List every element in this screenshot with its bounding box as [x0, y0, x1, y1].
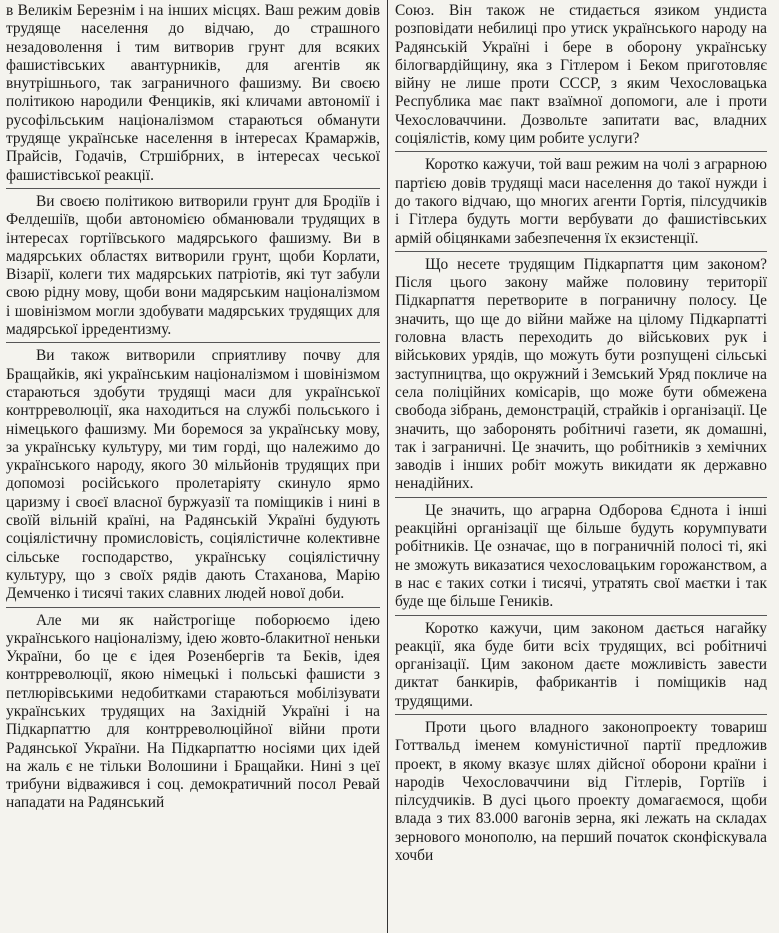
paragraph-divider: [6, 607, 380, 608]
paragraph-divider: [6, 342, 380, 343]
right-paragraph-4: Це значить, що аграрна Одборова Єднота і інші реакційні організації ще більше будуть корумпувати робітників. Це означає, що в пограничній полосі ті, які не зможуть виказатися чехословацьким горожанством, а в нас є таких сотки і тисячі, утратять свої маєтки і так буде ще більше Геників.: [395, 501, 767, 611]
left-paragraph-3: Ви також витворили сприятливу почву для Бращайків, які українським націоналізмом і шовінізмом стараються здобути трудящі маси для української контрреволюції, яка находиться на службі польського і німецького фашизму. Ми боремося за українську мову, за українську культуру, ми тим горді, що належимо до українського народу, якого 30 мільйонів трудящих при допомозі російського пролетаріяту скинуло ярмо царизму і своєї власної буржуазії та поміщиків і нині в своїй вільній країні, на Радянській Україні будують соціялістичну промисловість, соціялістичне колективне сільське господарство, українську соціялістичну культуру, що з своїх рядів дають Стаханова, Марію Демченко і тисячі таких славних людей нової доби.: [6, 347, 380, 603]
paragraph-divider: [395, 497, 767, 498]
paragraph-divider: [6, 188, 380, 189]
right-paragraph-3: Що несете трудящим Підкарпаття цим законом? Після цього закону майже половину території Підкарпаття перетворите в пограничну полосу. Це значить, що ще до війни майже на цілому Підкарпатті головна власть переходить до військових рук і військових урядів, що можуть бути розпущені сільські заступництва, що окружний і Земський Уряд покличе на села поліційних комісарів, що може бути обмежена свобода зібрань, демонстрацій, страйків і організації. Це значить, що заборонять робітничі газети, як домашні, так і заграничні. Це значить, що робітників з хемічних заводів і інших робіт можуть викидати як державно ненадійних.: [395, 255, 767, 493]
right-paragraph-5: Коротко кажучи, цим законом дається нагайку реакції, яка буде бити всіх трудящих, всі робітничі організації. Цим законом даєте можливість завести диктат банкирів, фабрикантів і поміщиків над трудящими.: [395, 619, 767, 710]
paragraph-divider: [395, 714, 767, 715]
right-column: [395, 2, 767, 865]
right-paragraph-2: Коротко кажучи, той ваш режим на чолі з аграрною партією довів трудящі маси населення до такої нужди і до такого відчаю, що многих агенти Гортія, пілсудчиків і Гітлера будуть могти вербувати до фашистівських армій обіцянками забезпечення їх екзистенції.: [395, 156, 767, 247]
left-paragraph-2: Ви своєю політикою витворили грунт для Бродіїв і Фелдешіїв, щоби автономією обманювали трудящих в інтересах гортіївського мадярського фашизму. Ви в мадярських областях витворили грунт, щоби Корлати, Візарії, колеги тих мадярських патріотів, які тут забули свою рідну мову, щоби вони мадярським націоналізмом і шовінізмом могли здобувати мадярських трудящих для мадярської ірредентизму.: [6, 192, 380, 339]
paragraph-divider: [395, 151, 767, 152]
paragraph-divider: [395, 615, 767, 616]
left-paragraph-4: Але ми як найстрогіще поборюємо ідею українського націоналізму, ідею жовто-блакитної неньки України, бо це є ідея Розенбергів та Беків, ідея контрреволюції, якою німецькі і польські фашисти з петлюрівськими недобитками стараються мобілізувати українських трудящих на Західній Україні і на Підкарпаттю для контрреволюційної війни проти Радянської України. На Підкарпаттю носіями цих ідей на жаль є не тільки Волошини і Бращайки. Нині з цеї трибуни відважився і соц. демократичний посол Ревай нападати на Радянський: [6, 611, 380, 812]
left-paragraph-1: в Великім Березнім і на інших місцях. Ваш режим довів трудяще населення до відчаю, до страшного незадоволення і тим витворив грунт для всяких фашистівських авантурників, для агентів як внутрішнього, так заграничного фашизму. Ви своєю політикою народили Фенциків, які кличами автономії і русофільським націоналізмом стараються обманути трудяще українське населення в інтересах Крамаржів, Прайсів, Годачів, Стршібрних, в інтересах чеської фашистівської реакції.: [6, 2, 380, 184]
left-column: [6, 2, 380, 813]
right-paragraph-1: Союз. Він також не стидається язиком ундиста розповідати небилиці про утиск українського народу на Радянській Україні і бере в оборону українську білогвардійщину, яка з Гітлером і Беком приготовляє війну не лише проти СССР, з яким Чехословацька Республика має пакт взаїмної допомоги, але і проти Чехословаччини. Дозвольте запитати вас, владних соціялістів, кому цим робите услуги?: [395, 2, 767, 148]
right-paragraph-6: Проти цього владного законопроекту товариш Готтвальд іменем комуністичної партії предложив проект, в якому вказує шлях дійсної оборони країни і народів Чехословаччини від Гітлерів, Гортіїв і пілсудчиків. В дусі цього проекту домагаємося, щоби влада з тих 83.000 вагонів зерна, які лежать на складах зернового монополю, на перший початок сконфіскувала хочби: [395, 718, 767, 865]
column-rule: [387, 0, 388, 933]
paragraph-divider: [395, 251, 767, 252]
